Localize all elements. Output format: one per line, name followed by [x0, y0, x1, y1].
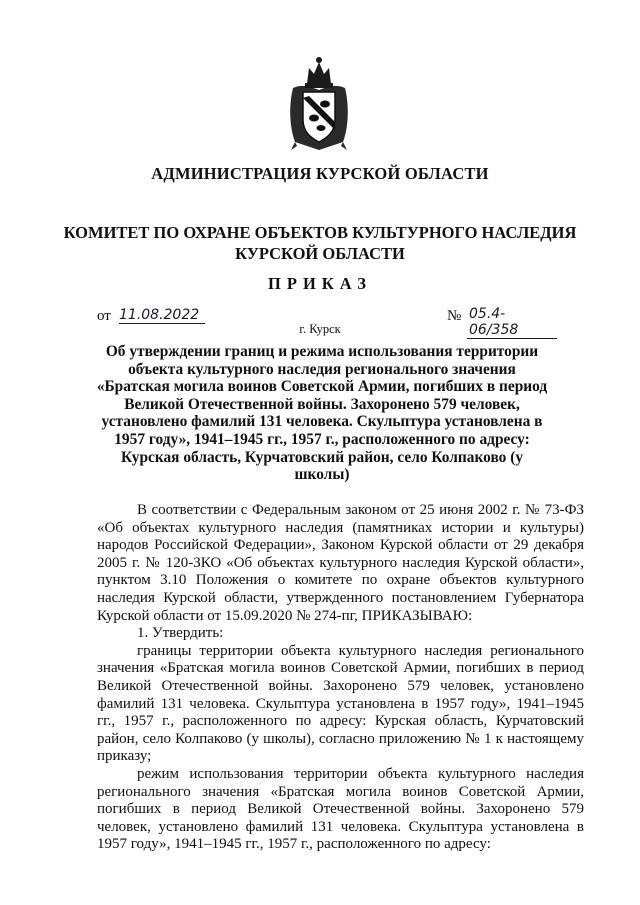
body-paragraph-boundaries: границы территории объекта культурного наследия регионального значения «Братская могила воинов Советской Армии, погибших в период Великой Отечественной войны. Захоронено 579 человек, установлено фамилий 131 человека. Скульптура установлена в 1957 году», 1941–1945 гг., 1957 г., расположенного по адресу: Курская область, Курчатовский район, село Колпаково (у школы), согласно приложению № 1 к настоящему приказу;: [97, 642, 584, 765]
date-label: от: [97, 308, 111, 324]
body-paragraph-item-1: 1. Утвердить:: [137, 625, 224, 642]
order-number: 05.4-06/358: [467, 306, 557, 339]
body-paragraph-preamble: В соответствии с Федеральным законом от 25 июня 2002 г. № 73-ФЗ «Об объектах культурного наследия (памятниках истории и культуры) народов Российской Федерации», Законом Курской области от 29 декабря 2005 г. № 120-ЗКО «Об объектах культурного наследия Курской области», пунктом 3.10 Положения о комитете по охране объектов культурного наследия Курской области, утвержденного постановлением Губернатора Курской области от 15.09.2020 № 274-пг, ПРИКАЗЫВАЮ:: [97, 502, 584, 624]
order-body: [97, 502, 584, 854]
body-paragraph-regime: режим использования территории объекта культурного наследия регионального значения «Братская могила воинов Советской Армии, погибших в период Великой Отечественной войны. Захоронено 579 человек, установлено фамилий 131 человека. Скульптура установлена в 1957 году», 1941–1945 гг., 1957 г., расположенного по адресу:: [97, 765, 584, 853]
committee-heading: [0, 222, 640, 264]
coat-of-arms-icon: [283, 54, 355, 154]
city-label: г. Курск: [299, 322, 341, 336]
order-title: Об утверждении границ и режима использования территории объекта культурного наследия регионального значения «Братская могила воинов Советской Армии, погибших в период Великой Отечественной войны. Захоронено 579 человек, установлено фамилий 131 человека. Скульптура установлена в 1957 году», 1941–1945 гг., 1957 г., расположенного по адресу: Курская область, Курчатовский район, село Колпаково (у школы): [96, 343, 548, 484]
administration-heading: АДМИНИСТРАЦИЯ КУРСКОЙ ОБЛАСТИ: [151, 164, 489, 183]
committee-heading-line2: КУРСКОЙ ОБЛАСТИ: [235, 244, 405, 263]
order-date: 11.08.2022: [119, 307, 205, 324]
order-heading: ПРИКАЗ: [268, 274, 372, 293]
number-label: №: [447, 308, 462, 324]
committee-heading-line1: КОМИТЕТ ПО ОХРАНЕ ОБЪЕКТОВ КУЛЬТУРНОГО НАСЛЕДИЯ: [63, 223, 577, 242]
